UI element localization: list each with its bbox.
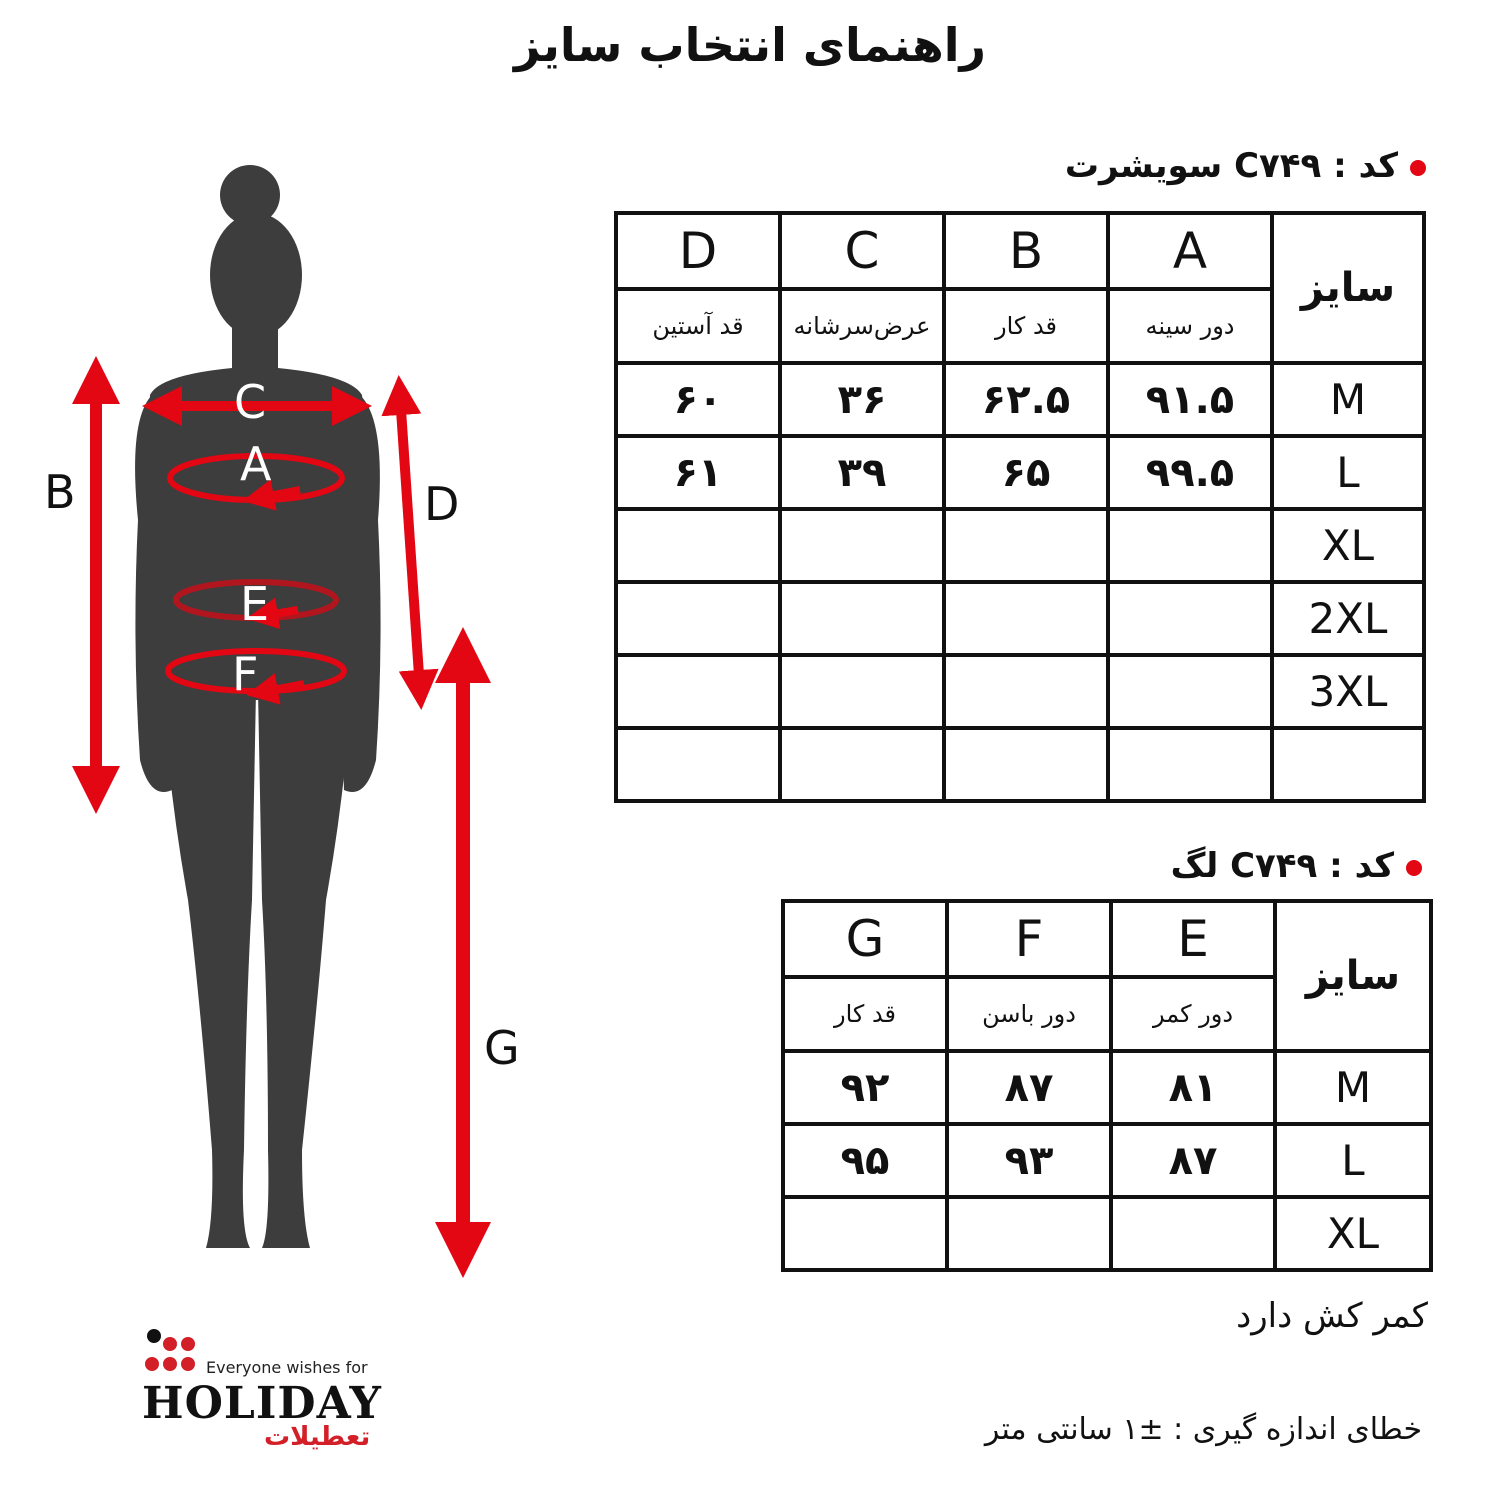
measurement-error-note: خطای اندازه گیری : ±۱ سانتی متر [984, 1412, 1422, 1447]
top-code-line [1065, 146, 1426, 186]
table-row [783, 1124, 1431, 1197]
table-cell: ۶۰ [673, 376, 723, 423]
logo-tagline: Everyone wishes for [206, 1358, 368, 1377]
table-row [616, 509, 1424, 582]
row-size-label: XL [1326, 1209, 1380, 1258]
row-size-label: XL [1321, 521, 1375, 570]
bottom-col-name: قد کار [783, 977, 947, 1051]
table-cell: ۹۳ [1004, 1137, 1054, 1184]
label-g: G [484, 1021, 520, 1075]
table-cell: ۹۱.۵ [1145, 376, 1235, 423]
page-title: راهنمای انتخاب سایز [513, 18, 987, 72]
bottom-code-line [1171, 846, 1422, 886]
table-row [616, 655, 1424, 728]
table-row [616, 728, 1424, 801]
table-cell: ۸۷ [1168, 1137, 1218, 1184]
top-col-name: دور سینه [1108, 289, 1272, 363]
table-cell: ۶۵ [1001, 449, 1051, 496]
top-size-corner: سایز [1272, 213, 1424, 363]
table-cell: ۳۶ [837, 376, 887, 423]
table-row [783, 1197, 1431, 1270]
bottom-col-letter: G [783, 901, 947, 977]
table-cell: ۹۹.۵ [1145, 449, 1235, 496]
bottom-col-name: دور کمر [1111, 977, 1275, 1051]
red-dot-icon [1406, 860, 1422, 876]
table-row [616, 363, 1424, 436]
table-cell: ۸۱ [1168, 1064, 1218, 1111]
row-size-label: L [1336, 448, 1360, 497]
table-cell: ۶۲.۵ [981, 376, 1071, 423]
row-size-label: 3XL [1308, 667, 1388, 716]
top-col-letter: A [1108, 213, 1272, 289]
label-e: E [240, 577, 270, 631]
row-size-label: M [1329, 375, 1367, 424]
label-c: C [234, 375, 267, 429]
top-col-name: قد آستین [616, 289, 780, 363]
body-measurement-diagram [30, 160, 550, 1280]
table-row [783, 1051, 1431, 1124]
bottom-col-letter: E [1111, 901, 1275, 977]
table-cell: ۹۵ [840, 1137, 890, 1184]
table-row [616, 582, 1424, 655]
top-col-letter: C [780, 213, 944, 289]
female-body-silhouette [135, 165, 381, 1248]
top-size-table [614, 211, 1426, 803]
top-code-label: کد : C۷۴۹ سویشرت [1064, 146, 1398, 186]
table-cell: ۶۱ [673, 449, 723, 496]
table-cell: ۳۹ [837, 449, 887, 496]
holiday-logo [142, 1322, 382, 1462]
table-cell: ۹۲ [840, 1064, 890, 1111]
table-cell: ۸۷ [1004, 1064, 1054, 1111]
label-d: D [424, 477, 460, 531]
bottom-col-letter: F [947, 901, 1111, 977]
waist-note: کمر کش دارد [1236, 1296, 1428, 1336]
top-col-name: قد کار [944, 289, 1108, 363]
bottom-code-label: کد : C۷۴۹ لگ [1170, 846, 1394, 886]
label-f: F [232, 647, 259, 701]
logo-brand-fa: تعطیلات [264, 1422, 371, 1452]
logo-dots-icon [142, 1322, 206, 1376]
top-col-letter: D [616, 213, 780, 289]
row-size-label: 2XL [1308, 594, 1388, 643]
row-size-label: L [1341, 1136, 1365, 1185]
table-row [616, 436, 1424, 509]
row-size-label: M [1334, 1063, 1372, 1112]
bottom-size-table [781, 899, 1433, 1272]
bottom-col-name: دور باسن [947, 977, 1111, 1051]
red-dot-icon [1410, 160, 1426, 176]
top-col-name: عرض‌سرشانه [780, 289, 944, 363]
label-b: B [44, 465, 76, 519]
top-col-letter: B [944, 213, 1108, 289]
logo-brand: HOLIDAY [142, 1378, 382, 1429]
bottom-size-corner: سایز [1275, 901, 1431, 1051]
label-a: A [240, 437, 272, 491]
